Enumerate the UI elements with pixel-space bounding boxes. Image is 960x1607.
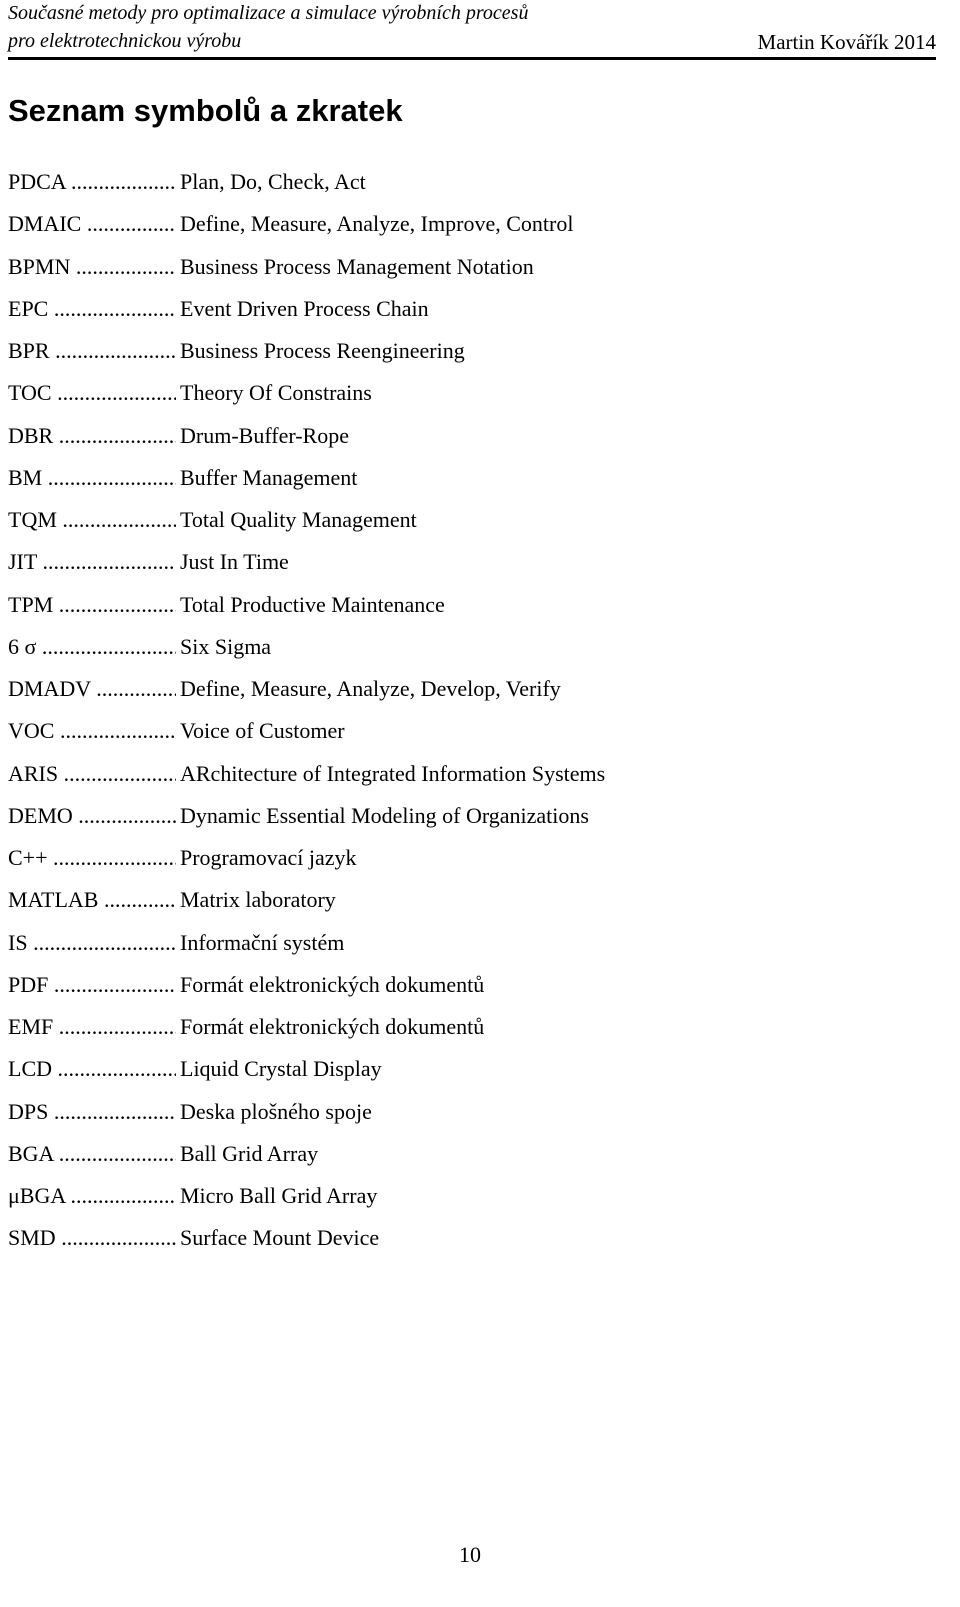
abbreviation-row [8,589,728,631]
abbreviation-row [8,420,728,462]
abbreviation-meaning: Micro Ball Grid Array [180,1183,378,1208]
abbreviation-meaning: Total Productive Maintenance [180,591,445,617]
abbreviation-meaning: Dynamic Essential Modeling of Organizations [180,802,589,828]
abbreviation-term: DBR ..... [8,420,176,452]
abbreviation-term: DMADV ..... [8,673,176,705]
abbreviation-meaning: Buffer Management [180,464,358,490]
document-title-line2: pro elektrotechnickou výrobu [8,30,242,52]
abbreviation-meaning: Theory Of Constrains [180,380,372,406]
abbreviation-row [8,251,728,293]
abbreviation-row [8,884,728,926]
abbreviation-row [8,335,728,377]
abbreviation-row [8,842,728,884]
page-number: 10 [459,1542,481,1567]
page-header [8,0,936,60]
abbreviation-meaning: Business Process Reengineering [180,338,465,363]
abbreviation-list [8,166,728,1265]
abbreviation-row [8,800,728,842]
abbreviation-meaning: Liquid Crystal Display [180,1056,382,1082]
abbreviation-term: TOC ..... [8,377,176,409]
abbreviation-term: DPS ..... [8,1096,176,1128]
abbreviation-row [8,1138,728,1180]
abbreviation-term: EMF ..... [8,1011,176,1043]
document-title-line1: Současné metody pro optimalizace a simulace výrobních procesů [8,2,529,24]
abbreviation-meaning: Voice of Customer [180,718,345,744]
abbreviation-meaning: Programovací jazyk [180,845,357,870]
abbreviation-row [8,758,728,800]
abbreviation-row [8,631,728,673]
abbreviation-row [8,1096,728,1138]
abbreviation-meaning: Surface Mount Device [180,1225,380,1251]
page-title: Seznam symbolů a zkratek [8,93,403,128]
abbreviation-term: IS ..... [8,927,176,959]
abbreviation-meaning: Drum-Buffer-Rope [180,422,349,448]
abbreviation-meaning: Just In Time [180,549,289,575]
abbreviation-term: TQM ..... [8,504,176,536]
abbreviation-meaning: Define, Measure, Analyze, Improve, Control [180,211,574,237]
abbreviation-meaning: Event Driven Process Chain [180,295,429,321]
abbreviation-meaning: ARchitecture of Integrated Information Systems [180,760,606,786]
abbreviation-term: BPMN ..... [8,251,176,283]
abbreviation-row [8,293,728,335]
abbreviation-row [8,1011,728,1053]
abbreviation-row [8,462,728,504]
abbreviation-term: ARIS ..... [8,758,176,790]
abbreviation-term: C++ ..... [8,842,176,874]
abbreviation-meaning: Formát elektronických dokumentů [180,971,485,997]
abbreviation-meaning: Matrix laboratory [180,887,336,913]
abbreviation-meaning: Formát elektronických dokumentů [180,1014,485,1039]
abbreviation-term: 6 σ ..... [8,631,176,663]
abbreviation-row [8,1222,728,1264]
abbreviation-term: SMD ..... [8,1222,176,1254]
abbreviation-row [8,546,728,588]
abbreviation-meaning: Total Quality Management [180,507,417,532]
abbreviation-term: BM ..... [8,462,176,494]
abbreviation-meaning: Define, Measure, Analyze, Develop, Verify [180,676,561,701]
abbreviation-term: BGA ..... [8,1138,176,1170]
abbreviation-row [8,166,728,208]
abbreviation-term: MATLAB ..... [8,884,176,916]
abbreviation-meaning: Informační systém [180,929,345,955]
abbreviation-row [8,927,728,969]
abbreviation-row [8,1053,728,1095]
abbreviation-row [8,208,728,250]
abbreviation-row [8,715,728,757]
abbreviation-row [8,1180,728,1222]
abbreviation-term: DMAIC ..... [8,208,176,240]
abbreviation-meaning: Deska plošného spoje [180,1098,372,1124]
abbreviation-term: LCD ..... [8,1053,176,1085]
abbreviation-row [8,377,728,419]
author-year: Martin Kovářík 2014 [757,30,936,54]
abbreviation-term: DEMO ..... [8,800,176,832]
abbreviation-meaning: Six Sigma [180,633,272,659]
abbreviation-term: μBGA ..... [8,1180,176,1212]
abbreviation-meaning: Business Process Management Notation [180,253,534,279]
abbreviation-row [8,969,728,1011]
abbreviation-row [8,673,728,715]
abbreviation-term: JIT ..... [8,546,176,578]
abbreviation-term: BPR ..... [8,335,176,367]
abbreviation-meaning: Ball Grid Array [180,1140,319,1166]
abbreviation-term: PDCA ..... [8,166,176,198]
abbreviation-row [8,504,728,546]
abbreviation-term: VOC ..... [8,715,176,747]
abbreviation-term: PDF ..... [8,969,176,1001]
abbreviation-meaning: Plan, Do, Check, Act [180,169,366,194]
abbreviation-term: TPM ..... [8,589,176,621]
abbreviation-term: EPC ..... [8,293,176,325]
